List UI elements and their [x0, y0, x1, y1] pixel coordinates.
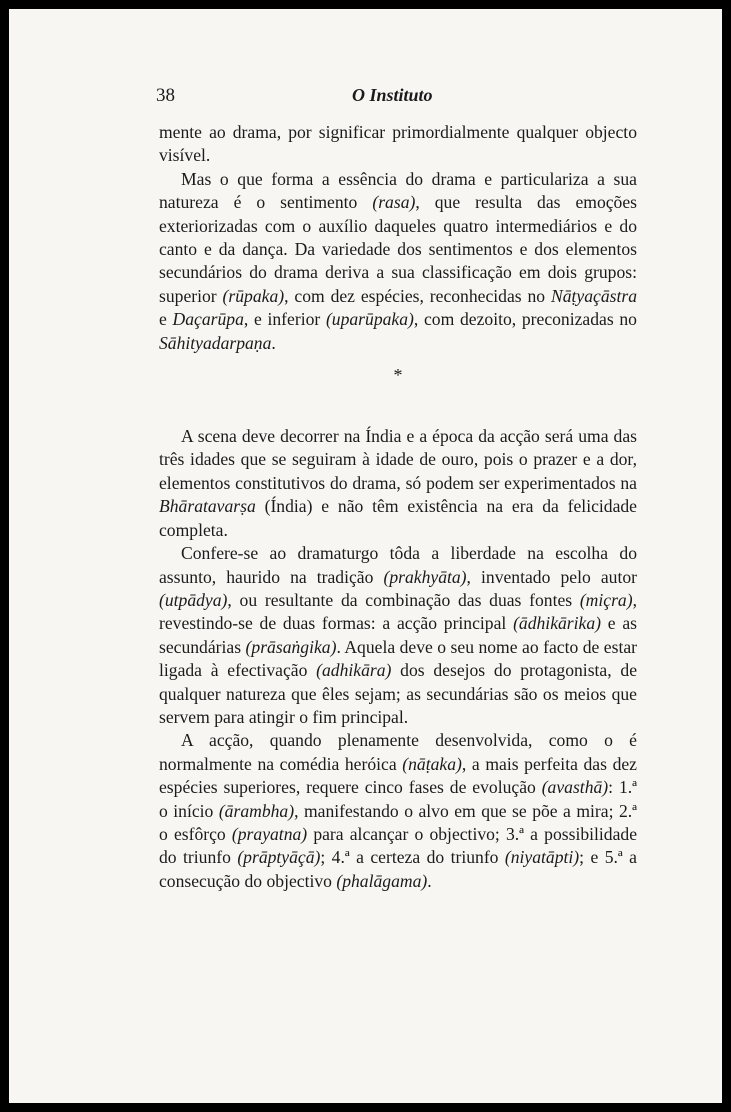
book-page [9, 9, 722, 1103]
paragraph-5: A acção, quando plenamente desenvolvida, como o é normalmente na comédia heróica (nāṭaka), a mais perfeita das dez espécies superiores, requere cinco fases de evolução (avasthā): 1.ª o início (ārambha), manifestando o alvo em que se põe a mira; 2.ª o esfôrço (prayatna) para alcançar o objectivo; 3.ª a possibilidade do triunfo (prāptyāçā); 4.ª a certeza do triunfo (niyatāpti); e 5.ª a consecução do objectivo (phalāgama). [159, 730, 638, 891]
paragraph-4: Confere-se ao dramaturgo tôda a liberdade na escolha do assunto, haurido na tradição (prakhyāta), inventado pelo autor (utpādya), ou resultante da combinação das duas fontes (miçra), revestindo-se de duas formas: a acção principal (ādhikārika) e as secundárias (prāsaṅgika). Aquela deve o seu nome ao facto de estar ligada à efectivação (adhikāra) dos desejos do protagonista, de qualquer natureza que êles sejam; as secundárias são os meios que servem para atingir o fim principal. [159, 543, 638, 727]
page-number: 38 [156, 85, 175, 106]
running-title: O Instituto [352, 85, 433, 105]
paragraph-2: Mas o que forma a essência do drama e particulariza a sua natureza é o sentimento (rasa), que resulta das emoções exteriorizadas com o auxílio daqueles quatro intermediários e do canto e da dança. Da variedade dos sentimentos e dos elementos secundários do drama deriva a sua classificação em dois grupos: superior (rūpaka), com dez espécies, reconhecidas no Nāṭyaçāstra e Daçarūpa, e inferior (uparūpaka), com dezoito, preconizadas no Sāhityadarpaṇa. [159, 168, 638, 353]
paragraph-1: mente ao drama, por significar primordialmente qualquer objecto visível. [159, 122, 637, 166]
section-separator: * [393, 365, 403, 386]
body-text [159, 121, 637, 893]
paragraph-3: A scena deve decorrer na Índia e a época da acção será uma das três idades que se seguiram à idade de ouro, pois o prazer e a dor, elementos constitutivos do drama, só podem ser experimentados na Bhāratavarṣa (Índia) e não têm existência na era da felicidade completa. [159, 426, 637, 540]
page-header [156, 85, 636, 115]
